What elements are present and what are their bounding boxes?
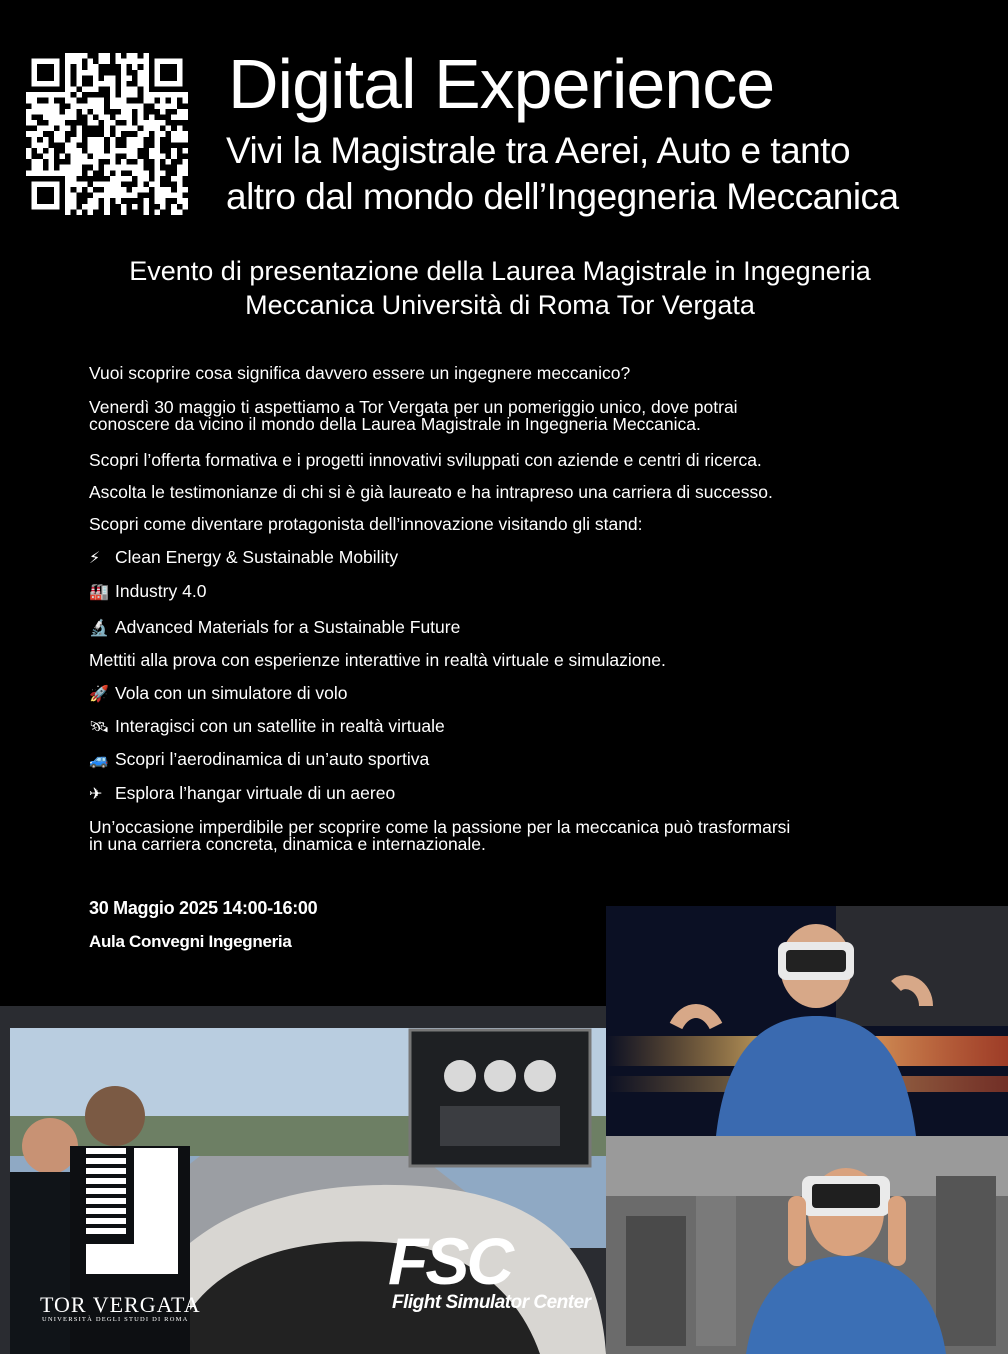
list-item [89, 582, 206, 602]
satellite-icon: 🛰 [89, 719, 110, 736]
page-subtitle [226, 128, 1006, 220]
rocket-icon: 🚀 [89, 686, 109, 703]
lightning-icon: ⚡ [89, 550, 101, 567]
qr-code-icon[interactable] [26, 53, 188, 215]
closing-line-2: in una carriera concreta, dinamica e internazionale. [89, 834, 486, 854]
car-icon: 🚙 [89, 752, 109, 769]
vr-factory-photo [606, 1136, 1008, 1354]
list-item-label: Advanced Materials for a Sustainable Future [115, 617, 461, 637]
list-item [89, 750, 429, 770]
intro-question: Vuoi scoprire cosa significa davvero essere un ingegnere meccanico? [89, 363, 631, 383]
invitation-line-2: conoscere da vicino il mondo della Laurea Magistrale in Ingegneria Meccanica. [89, 414, 701, 434]
tor-vergata-subtitle: UNIVERSITÀ DEGLI STUDI DI ROMA [42, 1316, 189, 1323]
airplane-icon: ✈ [89, 786, 103, 803]
fsc-logo: FSC [388, 1224, 511, 1298]
factory-icon: 🏭 [89, 584, 109, 601]
event-heading [60, 254, 940, 322]
testimonials-paragraph: Ascolta le testimonianze di chi si è già laureato e ha intrapreso una carriera di successo. [89, 482, 773, 502]
list-item [89, 618, 460, 638]
list-item-label: Esplora l’hangar virtuale di un aereo [115, 783, 396, 803]
list-item-label: Clean Energy & Sustainable Mobility [115, 547, 399, 567]
list-item [89, 717, 445, 737]
stands-intro: Scopri come diventare protagonista dell’innovazione visitando gli stand: [89, 514, 643, 534]
list-item [89, 548, 398, 568]
event-date-time: 30 Maggio 2025 14:00-16:00 [89, 898, 318, 918]
event-location: Aula Convegni Ingegneria [89, 932, 292, 951]
page-title: Digital Experience [228, 45, 775, 123]
fsc-name: Flight Simulator Center [392, 1292, 591, 1313]
closing-line-1: Un’occasione imperdibile per scoprire come la passione per la meccanica può trasformarsi [89, 817, 791, 837]
subtitle-line-2: altro dal mondo dell’Ingegneria Meccanica [226, 176, 899, 217]
interactive-intro: Mettiti alla prova con esperienze interattive in realtà virtuale e simulazione. [89, 650, 666, 670]
list-item-label: Vola con un simulatore di volo [115, 683, 348, 703]
tor-vergata-name: TOR VERGATA [40, 1292, 201, 1317]
list-item-label: Scopri l’aerodinamica di un’auto sportiva [115, 749, 430, 769]
offer-paragraph: Scopri l’offerta formativa e i progetti innovativi sviluppati con aziende e centri di ricerca. [89, 450, 762, 470]
invitation-line-1: Venerdì 30 maggio ti aspettiamo a Tor Vergata per un pomeriggio unico, dove potrai [89, 397, 738, 417]
subtitle-line-1: Vivi la Magistrale tra Aerei, Auto e tanto [226, 130, 851, 171]
list-item [89, 784, 395, 804]
vr-headset-photo [606, 906, 1008, 1136]
list-item-label: Interagisci con un satellite in realtà virtuale [115, 716, 445, 736]
list-item [89, 684, 348, 704]
microscope-icon: 🔬 [89, 620, 109, 637]
event-line-2: Meccanica Università di Roma Tor Vergata [245, 290, 755, 320]
event-line-1: Evento di presentazione della Laurea Magistrale in Ingegneria [129, 256, 871, 286]
list-item-label: Industry 4.0 [115, 581, 207, 601]
